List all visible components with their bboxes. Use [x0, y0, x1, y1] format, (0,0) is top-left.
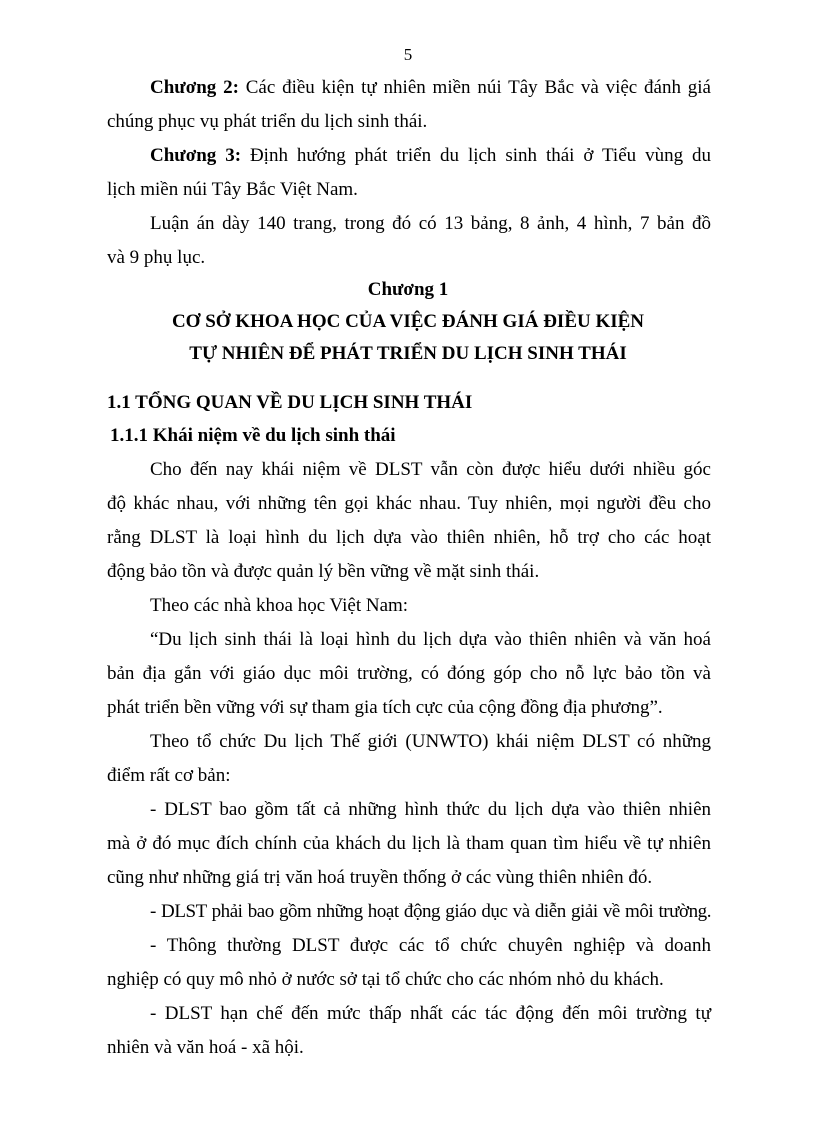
paragraph-1-line-2: độ khác nhau, với những tên gọi khác nhau. Tuy nhiên, mọi người đều cho: [107, 493, 711, 514]
paragraph-1-line-4: động bảo tồn và được quản lý bền vững về mặt sinh thái.: [107, 561, 540, 582]
section-heading: 1.1 TỔNG QUAN VỀ DU LỊCH SINH THÁI: [107, 392, 473, 413]
chapter-2-outline-line-1: [150, 76, 711, 100]
bullet-3-line-1: - Thông thường DLST được các tổ chức chuyên nghiệp và doanh: [150, 935, 711, 956]
bullet-1-line-2: mà ở đó mục đích chính của khách du lịch là tham quan tìm hiểu về tự nhiên: [107, 833, 711, 854]
bullet-1-line-3: cũng như những giá trị văn hoá truyền thống ở các vùng thiên nhiên đó.: [107, 867, 653, 888]
quote-line-2: bản địa gắn với giáo dục môi trường, có đóng góp cho nỗ lực bảo tồn và: [107, 663, 711, 684]
chapter-label: Chương 1: [367, 279, 449, 300]
chapter-3-description: Định hướng phát triển du lịch sinh thái ở Tiểu vùng du: [241, 145, 711, 166]
chapter-title-line-2: TỰ NHIÊN ĐỂ PHÁT TRIỂN DU LỊCH SINH THÁI: [189, 343, 627, 364]
chapter-3-label: Chương 3:: [150, 145, 242, 166]
chapter-title-line-1: CƠ SỞ KHOA HỌC CỦA VIỆC ĐÁNH GIÁ ĐIỀU KIỆN: [171, 311, 645, 332]
paragraph-4-line-1: Theo tổ chức Du lịch Thế giới (UNWTO) khái niệm DLST có những: [150, 731, 711, 752]
bullet-2-line-1: - DLST phải bao gồm những hoạt động giáo dục và diễn giải về môi trường.: [150, 901, 711, 922]
bullet-4-line-1: - DLST hạn chế đến mức thấp nhất các tác động đến môi trường tự: [150, 1003, 711, 1024]
chapter-2-description: Các điều kiện tự nhiên miền núi Tây Bắc và việc đánh giá: [238, 77, 711, 98]
bullet-1-line-1: - DLST bao gồm tất cả những hình thức du lịch dựa vào thiên nhiên: [150, 799, 711, 820]
page-number: 5: [403, 45, 413, 64]
chapter-2-outline-line-2: chúng phục vụ phát triển du lịch sinh thái.: [107, 111, 428, 132]
chapter-3-outline-line-2: lịch miền núi Tây Bắc Việt Nam.: [107, 179, 358, 200]
quote-line-1: “Du lịch sinh thái là loại hình du lịch dựa vào thiên nhiên và văn hoá: [150, 629, 711, 650]
paragraph-1-line-1: Cho đến nay khái niệm về DLST vẫn còn được hiểu dưới nhiều góc: [150, 459, 711, 480]
chapter-3-outline-line-1: [150, 144, 711, 168]
thesis-summary-line-2: và 9 phụ lục.: [107, 247, 206, 268]
paragraph-1-line-3: rằng DLST là loại hình du lịch dựa vào thiên nhiên, hỗ trợ cho các hoạt: [107, 527, 711, 548]
thesis-summary-line-1: Luận án dày 140 trang, trong đó có 13 bảng, 8 ảnh, 4 hình, 7 bản đồ: [150, 213, 711, 234]
paragraph-2-line-1: Theo các nhà khoa học Việt Nam:: [150, 595, 409, 616]
bullet-3-line-2: nghiệp có quy mô nhỏ ở nước sở tại tổ chức cho các nhóm nhỏ du khách.: [107, 969, 664, 990]
bullet-4-line-2: nhiên và văn hoá - xã hội.: [107, 1037, 304, 1058]
quote-line-3: phát triển bền vững với sự tham gia tích cực của cộng đồng địa phương”.: [107, 697, 663, 718]
paragraph-4-line-2: điểm rất cơ bản:: [107, 765, 231, 786]
chapter-2-label: Chương 2:: [150, 77, 239, 98]
subsection-heading: 1.1.1 Khái niệm về du lịch sinh thái: [110, 425, 396, 446]
